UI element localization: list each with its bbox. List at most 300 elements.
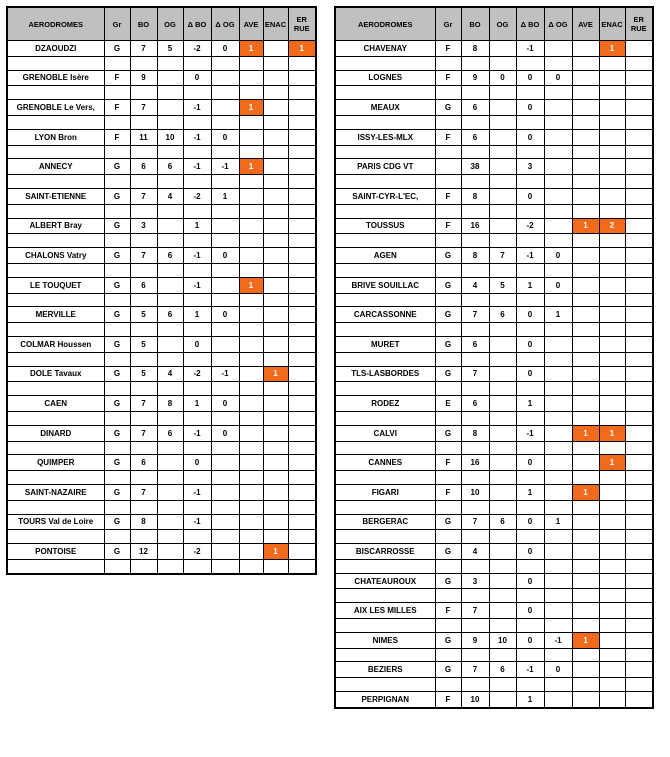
empty-cell [157, 86, 183, 100]
gr-cell: F [435, 692, 461, 708]
empty-cell [516, 234, 544, 248]
empty-cell [239, 352, 263, 366]
delta-og-cell [211, 100, 239, 116]
empty-cell [572, 559, 599, 573]
gr-cell: E [435, 396, 461, 412]
gr-cell: F [435, 218, 461, 234]
empty-cell [211, 441, 239, 455]
bo-cell: 7 [130, 41, 157, 57]
og-cell: 6 [157, 425, 183, 441]
header-delta-bo: Δ BO [183, 7, 211, 41]
empty-cell [104, 293, 130, 307]
delta-bo-cell: -2 [183, 41, 211, 57]
og-cell [157, 544, 183, 560]
og-cell: 4 [157, 188, 183, 204]
bo-cell: 9 [461, 632, 489, 648]
bo-cell: 3 [130, 218, 157, 234]
ave-cell [572, 662, 599, 678]
delta-bo-cell: -2 [183, 188, 211, 204]
aerodrome-name: GRENOBLE Le Vers, [7, 100, 104, 116]
empty-cell [183, 323, 211, 337]
empty-cell [544, 204, 572, 218]
empty-cell [544, 86, 572, 100]
empty-cell [288, 559, 316, 573]
gr-cell: F [104, 70, 130, 86]
table-row [335, 544, 653, 560]
empty-cell [435, 204, 461, 218]
og-cell [489, 425, 516, 441]
aerodrome-name: BISCARROSSE [335, 544, 435, 560]
og-cell [489, 544, 516, 560]
delta-bo-cell: 1 [183, 218, 211, 234]
og-cell: 10 [157, 129, 183, 145]
empty-cell [7, 145, 104, 159]
spacer-row [7, 352, 316, 366]
empty-cell [572, 56, 599, 70]
table-row [7, 70, 316, 86]
empty-cell [599, 145, 625, 159]
og-cell [489, 188, 516, 204]
delta-og-cell: -1 [211, 159, 239, 175]
er-rue-cell [288, 366, 316, 382]
er-rue-cell [625, 484, 653, 500]
bo-cell: 7 [130, 100, 157, 116]
empty-cell [288, 382, 316, 396]
empty-cell [544, 530, 572, 544]
bo-cell: 6 [461, 336, 489, 352]
empty-cell [435, 559, 461, 573]
delta-bo-cell: -2 [183, 366, 211, 382]
ave-cell [572, 248, 599, 264]
empty-cell [130, 530, 157, 544]
empty-cell [157, 441, 183, 455]
empty-cell [7, 441, 104, 455]
gr-cell: G [104, 544, 130, 560]
spacer-row [7, 204, 316, 218]
empty-cell [516, 293, 544, 307]
delta-bo-cell: 1 [516, 484, 544, 500]
aerodrome-name: DOLE Tavaux [7, 366, 104, 382]
empty-cell [435, 530, 461, 544]
empty-cell [104, 175, 130, 189]
table-header-row [7, 7, 316, 41]
og-cell: 6 [157, 307, 183, 323]
og-cell [157, 100, 183, 116]
empty-cell [239, 441, 263, 455]
ave-cell [572, 603, 599, 619]
empty-cell [104, 204, 130, 218]
spacer-row [7, 86, 316, 100]
spacer-row [335, 678, 653, 692]
empty-cell [104, 145, 130, 159]
empty-cell [625, 263, 653, 277]
spacer-row [335, 145, 653, 159]
empty-cell [599, 86, 625, 100]
bo-cell: 8 [461, 248, 489, 264]
header-bo: BO [130, 7, 157, 41]
empty-cell [288, 471, 316, 485]
bo-cell: 5 [130, 336, 157, 352]
empty-cell [183, 145, 211, 159]
og-cell [489, 129, 516, 145]
empty-cell [183, 441, 211, 455]
er-rue-cell [625, 307, 653, 323]
aerodrome-name: CARCASSONNE [335, 307, 435, 323]
ave-cell [572, 692, 599, 708]
spacer-row [7, 56, 316, 70]
delta-bo-cell: 0 [516, 129, 544, 145]
empty-cell [183, 293, 211, 307]
empty-cell [599, 234, 625, 248]
header-ave: AVE [239, 7, 263, 41]
header-delta-bo: Δ BO [516, 7, 544, 41]
table-row [7, 484, 316, 500]
empty-cell [130, 115, 157, 129]
empty-cell [7, 382, 104, 396]
delta-og-cell [211, 455, 239, 471]
delta-bo-cell: 0 [516, 455, 544, 471]
aerodrome-name: QUIMPER [7, 455, 104, 471]
empty-cell [544, 115, 572, 129]
empty-cell [104, 323, 130, 337]
empty-cell [211, 471, 239, 485]
empty-cell [461, 115, 489, 129]
gr-cell: G [435, 632, 461, 648]
table-row [335, 632, 653, 648]
spacer-row [7, 234, 316, 248]
empty-cell [335, 293, 435, 307]
table-row [335, 514, 653, 530]
empty-cell [7, 411, 104, 425]
gr-cell: G [435, 366, 461, 382]
empty-cell [335, 323, 435, 337]
delta-bo-cell: -1 [516, 41, 544, 57]
empty-cell [572, 263, 599, 277]
er-rue-cell [625, 100, 653, 116]
enac-cell [263, 188, 288, 204]
delta-bo-cell: 1 [516, 396, 544, 412]
empty-cell [157, 234, 183, 248]
empty-cell [489, 56, 516, 70]
ave-cell [239, 455, 263, 471]
ave-cell: 1 [239, 41, 263, 57]
delta-bo-cell: 0 [516, 188, 544, 204]
delta-og-cell: 0 [544, 248, 572, 264]
empty-cell [104, 530, 130, 544]
spacer-row [335, 648, 653, 662]
spacer-row [7, 411, 316, 425]
ave-cell [572, 366, 599, 382]
aerodrome-name: ISSY-LES-MLX [335, 129, 435, 145]
ave-cell [239, 218, 263, 234]
empty-cell [572, 86, 599, 100]
empty-cell [489, 234, 516, 248]
empty-cell [572, 382, 599, 396]
empty-cell [572, 323, 599, 337]
table-row [335, 692, 653, 708]
ave-cell [572, 188, 599, 204]
empty-cell [599, 115, 625, 129]
empty-cell [211, 559, 239, 573]
er-rue-cell [288, 70, 316, 86]
empty-cell [599, 411, 625, 425]
empty-cell [544, 441, 572, 455]
er-rue-cell [625, 455, 653, 471]
empty-cell [435, 263, 461, 277]
empty-cell [263, 56, 288, 70]
empty-cell [625, 293, 653, 307]
empty-cell [435, 145, 461, 159]
empty-cell [263, 411, 288, 425]
spacer-row [335, 115, 653, 129]
empty-cell [461, 589, 489, 603]
aerodrome-name: AIX LES MILLES [335, 603, 435, 619]
empty-cell [183, 382, 211, 396]
ave-cell: 1 [239, 100, 263, 116]
aerodrome-name: MERVILLE [7, 307, 104, 323]
spacer-row [7, 471, 316, 485]
empty-cell [599, 352, 625, 366]
og-cell: 6 [489, 307, 516, 323]
er-rue-cell [625, 188, 653, 204]
spacer-row [7, 115, 316, 129]
delta-og-cell [544, 544, 572, 560]
gr-cell: F [435, 188, 461, 204]
empty-cell [572, 234, 599, 248]
empty-cell [288, 411, 316, 425]
empty-cell [489, 382, 516, 396]
empty-cell [489, 204, 516, 218]
empty-cell [599, 204, 625, 218]
table-row [335, 425, 653, 441]
empty-cell [599, 589, 625, 603]
table-header-row [335, 7, 653, 41]
empty-cell [288, 234, 316, 248]
bo-cell: 4 [461, 277, 489, 293]
er-rue-cell [625, 70, 653, 86]
header-delta-og: Δ OG [544, 7, 572, 41]
delta-og-cell [544, 41, 572, 57]
bo-cell: 7 [461, 603, 489, 619]
ave-cell [572, 573, 599, 589]
aerodrome-name: TLS-LASBORDES [335, 366, 435, 382]
empty-cell [263, 382, 288, 396]
empty-cell [516, 115, 544, 129]
aerodrome-name: BRIVE SOUILLAC [335, 277, 435, 293]
empty-cell [288, 530, 316, 544]
og-cell [489, 573, 516, 589]
delta-og-cell: 1 [544, 307, 572, 323]
empty-cell [435, 115, 461, 129]
empty-cell [263, 500, 288, 514]
bo-cell: 8 [130, 514, 157, 530]
gr-cell: F [104, 100, 130, 116]
empty-cell [461, 293, 489, 307]
empty-cell [183, 352, 211, 366]
header-aerodromes: AERODROMES [335, 7, 435, 41]
empty-cell [183, 115, 211, 129]
empty-cell [625, 352, 653, 366]
header-er-rue: ER RUE [288, 7, 316, 41]
empty-cell [516, 204, 544, 218]
enac-cell [263, 159, 288, 175]
empty-cell [516, 263, 544, 277]
bo-cell: 6 [461, 396, 489, 412]
empty-cell [130, 411, 157, 425]
bo-cell: 4 [461, 544, 489, 560]
empty-cell [435, 589, 461, 603]
og-cell [157, 277, 183, 293]
table-row [335, 188, 653, 204]
empty-cell [516, 411, 544, 425]
empty-cell [625, 411, 653, 425]
bo-cell: 7 [130, 484, 157, 500]
er-rue-cell [625, 692, 653, 708]
table-row [7, 307, 316, 323]
spacer-row [335, 471, 653, 485]
ave-cell [572, 159, 599, 175]
empty-cell [489, 471, 516, 485]
og-cell [489, 396, 516, 412]
er-rue-cell [288, 129, 316, 145]
enac-cell [599, 662, 625, 678]
empty-cell [239, 175, 263, 189]
empty-cell [544, 263, 572, 277]
ave-cell [239, 129, 263, 145]
empty-cell [239, 471, 263, 485]
empty-cell [263, 293, 288, 307]
og-cell [489, 159, 516, 175]
bo-cell: 9 [130, 70, 157, 86]
empty-cell [130, 441, 157, 455]
ave-cell: 1 [572, 484, 599, 500]
ave-cell [239, 484, 263, 500]
header-ave: AVE [572, 7, 599, 41]
empty-cell [599, 619, 625, 633]
empty-cell [461, 411, 489, 425]
spacer-row [7, 441, 316, 455]
enac-cell [263, 396, 288, 412]
aerodrome-name: SAINT-CYR-L'EC, [335, 188, 435, 204]
er-rue-cell [625, 514, 653, 530]
gr-cell: G [104, 159, 130, 175]
aerodrome-name: CAEN [7, 396, 104, 412]
empty-cell [263, 115, 288, 129]
empty-cell [130, 559, 157, 573]
empty-cell [211, 175, 239, 189]
empty-cell [239, 263, 263, 277]
empty-cell [625, 589, 653, 603]
empty-cell [288, 500, 316, 514]
empty-cell [461, 678, 489, 692]
empty-cell [572, 471, 599, 485]
table-row [335, 41, 653, 57]
spacer-row [7, 145, 316, 159]
empty-cell [288, 175, 316, 189]
er-rue-cell [288, 307, 316, 323]
aerodrome-name: TOUSSUS [335, 218, 435, 234]
empty-cell [335, 500, 435, 514]
bo-cell: 8 [461, 188, 489, 204]
empty-cell [516, 56, 544, 70]
bo-cell: 3 [461, 573, 489, 589]
empty-cell [461, 648, 489, 662]
empty-cell [544, 293, 572, 307]
empty-cell [7, 115, 104, 129]
ave-cell [572, 514, 599, 530]
empty-cell [516, 530, 544, 544]
right-aerodromes-table [334, 6, 654, 709]
table-row [335, 396, 653, 412]
empty-cell [544, 323, 572, 337]
bo-cell: 7 [130, 248, 157, 264]
empty-cell [263, 175, 288, 189]
empty-cell [544, 648, 572, 662]
empty-cell [544, 589, 572, 603]
empty-cell [461, 441, 489, 455]
empty-cell [7, 175, 104, 189]
empty-cell [211, 382, 239, 396]
empty-cell [599, 382, 625, 396]
aerodrome-name: DINARD [7, 425, 104, 441]
empty-cell [157, 293, 183, 307]
empty-cell [572, 352, 599, 366]
gr-cell: F [435, 129, 461, 145]
table-row [7, 336, 316, 352]
ave-cell [239, 544, 263, 560]
empty-cell [544, 145, 572, 159]
ave-cell [239, 514, 263, 530]
spacer-row [335, 234, 653, 248]
enac-cell [599, 396, 625, 412]
spacer-row [7, 175, 316, 189]
enac-cell: 1 [263, 544, 288, 560]
gr-cell: F [435, 41, 461, 57]
empty-cell [461, 86, 489, 100]
delta-bo-cell: 0 [183, 455, 211, 471]
empty-cell [211, 323, 239, 337]
empty-cell [544, 559, 572, 573]
delta-og-cell [544, 455, 572, 471]
empty-cell [489, 293, 516, 307]
empty-cell [157, 471, 183, 485]
og-cell: 6 [489, 662, 516, 678]
empty-cell [211, 352, 239, 366]
empty-cell [461, 352, 489, 366]
empty-cell [435, 293, 461, 307]
empty-cell [211, 86, 239, 100]
empty-cell [625, 56, 653, 70]
spacer-row [335, 382, 653, 396]
empty-cell [104, 471, 130, 485]
ave-cell: 1 [572, 425, 599, 441]
ave-cell: 1 [239, 159, 263, 175]
og-cell: 6 [489, 514, 516, 530]
empty-cell [461, 382, 489, 396]
og-cell [489, 603, 516, 619]
aerodrome-name: DZAOUDZI [7, 41, 104, 57]
og-cell [157, 336, 183, 352]
empty-cell [572, 411, 599, 425]
gr-cell: G [435, 544, 461, 560]
aerodrome-name: CANNES [335, 455, 435, 471]
empty-cell [104, 411, 130, 425]
og-cell: 10 [489, 632, 516, 648]
enac-cell [263, 336, 288, 352]
empty-cell [157, 411, 183, 425]
og-cell: 6 [157, 159, 183, 175]
bo-cell: 10 [461, 484, 489, 500]
